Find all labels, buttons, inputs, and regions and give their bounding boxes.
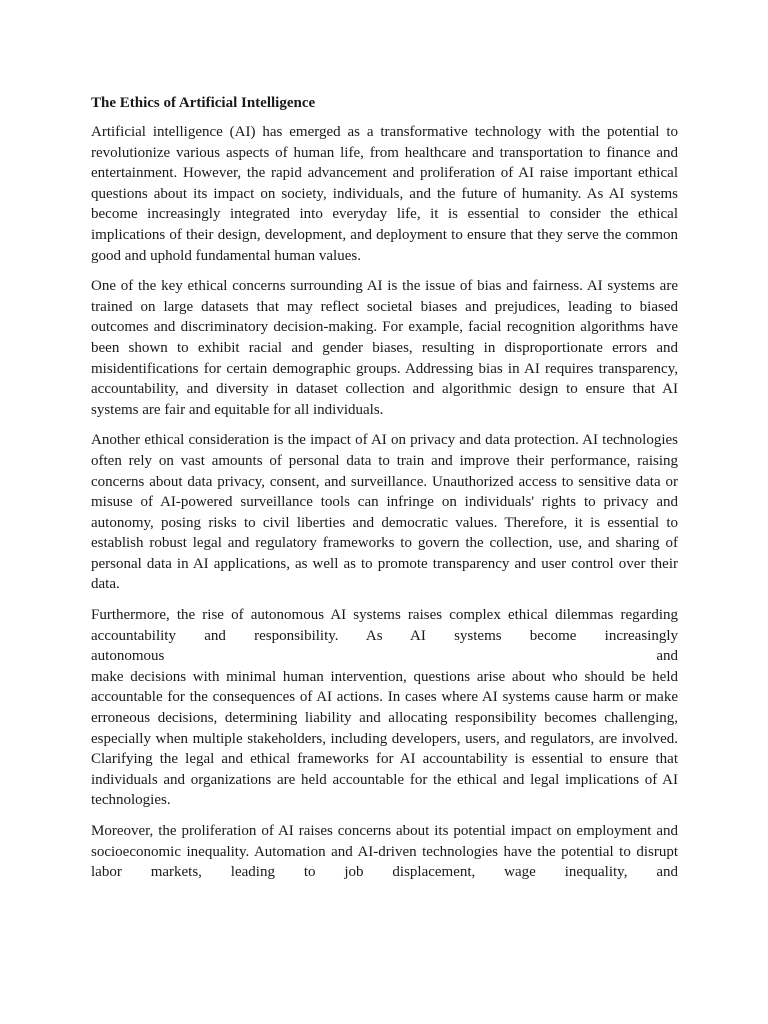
break-word-left: autonomous: [91, 648, 165, 665]
break-word-right: and: [656, 648, 678, 665]
paragraph-bias-fairness: One of the key ethical concerns surrounding AI is the issue of bias and fairness. AI systems are trained on large datasets that may reflect societal biases and prejudices, leading to biased outcomes and discriminatory decision-making. For example, facial recognition algorithms have been shown to exhibit racial and gender biases, resulting in disproportionate errors and misidentifications for certain demographic groups. Addressing bias in AI requires transparency, accountability, and diversity in dataset collection and algorithmic design to ensure that AI systems are fair and equitable for all individuals.: [91, 278, 678, 418]
paragraph-privacy: Another ethical consideration is the impact of AI on privacy and data protection. AI technologies often rely on vast amounts of personal data to train and improve their performance, raising concerns about data privacy, consent, and surveillance. Unauthorized access to sensitive data or misuse of AI-powered surveillance tools can infringe on individuals' rights to privacy and autonomy, posing risks to civil liberties and democratic values. Therefore, it is essential to establish robust legal and regulatory frameworks to govern the collection, use, and sharing of personal data in AI applications, as well as to promote transparency and user control over their data.: [91, 432, 678, 593]
paragraph-introduction: Artificial intelligence (AI) has emerged as a transformative technology with the potential to revolutionize various aspects of human life, from healthcare and transportation to finance and entertainment. However, the rapid advancement and proliferation of AI raise important ethical questions about its impact on society, individuals, and the future of humanity. As AI systems become increasingly integrated into everyday life, it is essential to consider the ethical implications of their design, development, and deployment to ensure that they serve the common good and uphold fundamental human values.: [91, 124, 678, 264]
paragraph-accountability-part1: Furthermore, the rise of autonomous AI systems raises complex ethical dilemmas regarding accountability and responsibility. As AI systems become increasingly: [91, 607, 678, 644]
document-title: The Ethics of Artificial Intelligence: [91, 95, 316, 111]
paragraph-employment: Moreover, the proliferation of AI raises concerns about its potential impact on employment and socioeconomic inequality. Automation and AI-driven technologies have the potential to disrupt labor markets, leading to job displacement, wage inequality, and: [91, 823, 678, 881]
paragraph-accountability: [91, 605, 678, 811]
paragraph-accountability-part2: make decisions with minimal human intervention, questions arise about who should be held accountable for the consequences of AI actions. In cases where AI systems cause harm or make erroneous decisions, determining liability and allocating responsibility becomes challenging, especially when multiple stakeholders, including developers, users, and regulators, are involved. Clarifying the legal and ethical frameworks for AI accountability is essential to ensure that individuals and organizations are held accountable for the ethical and legal implications of AI technologies.: [91, 668, 678, 809]
paragraph-accountability-break-line: [91, 646, 678, 667]
